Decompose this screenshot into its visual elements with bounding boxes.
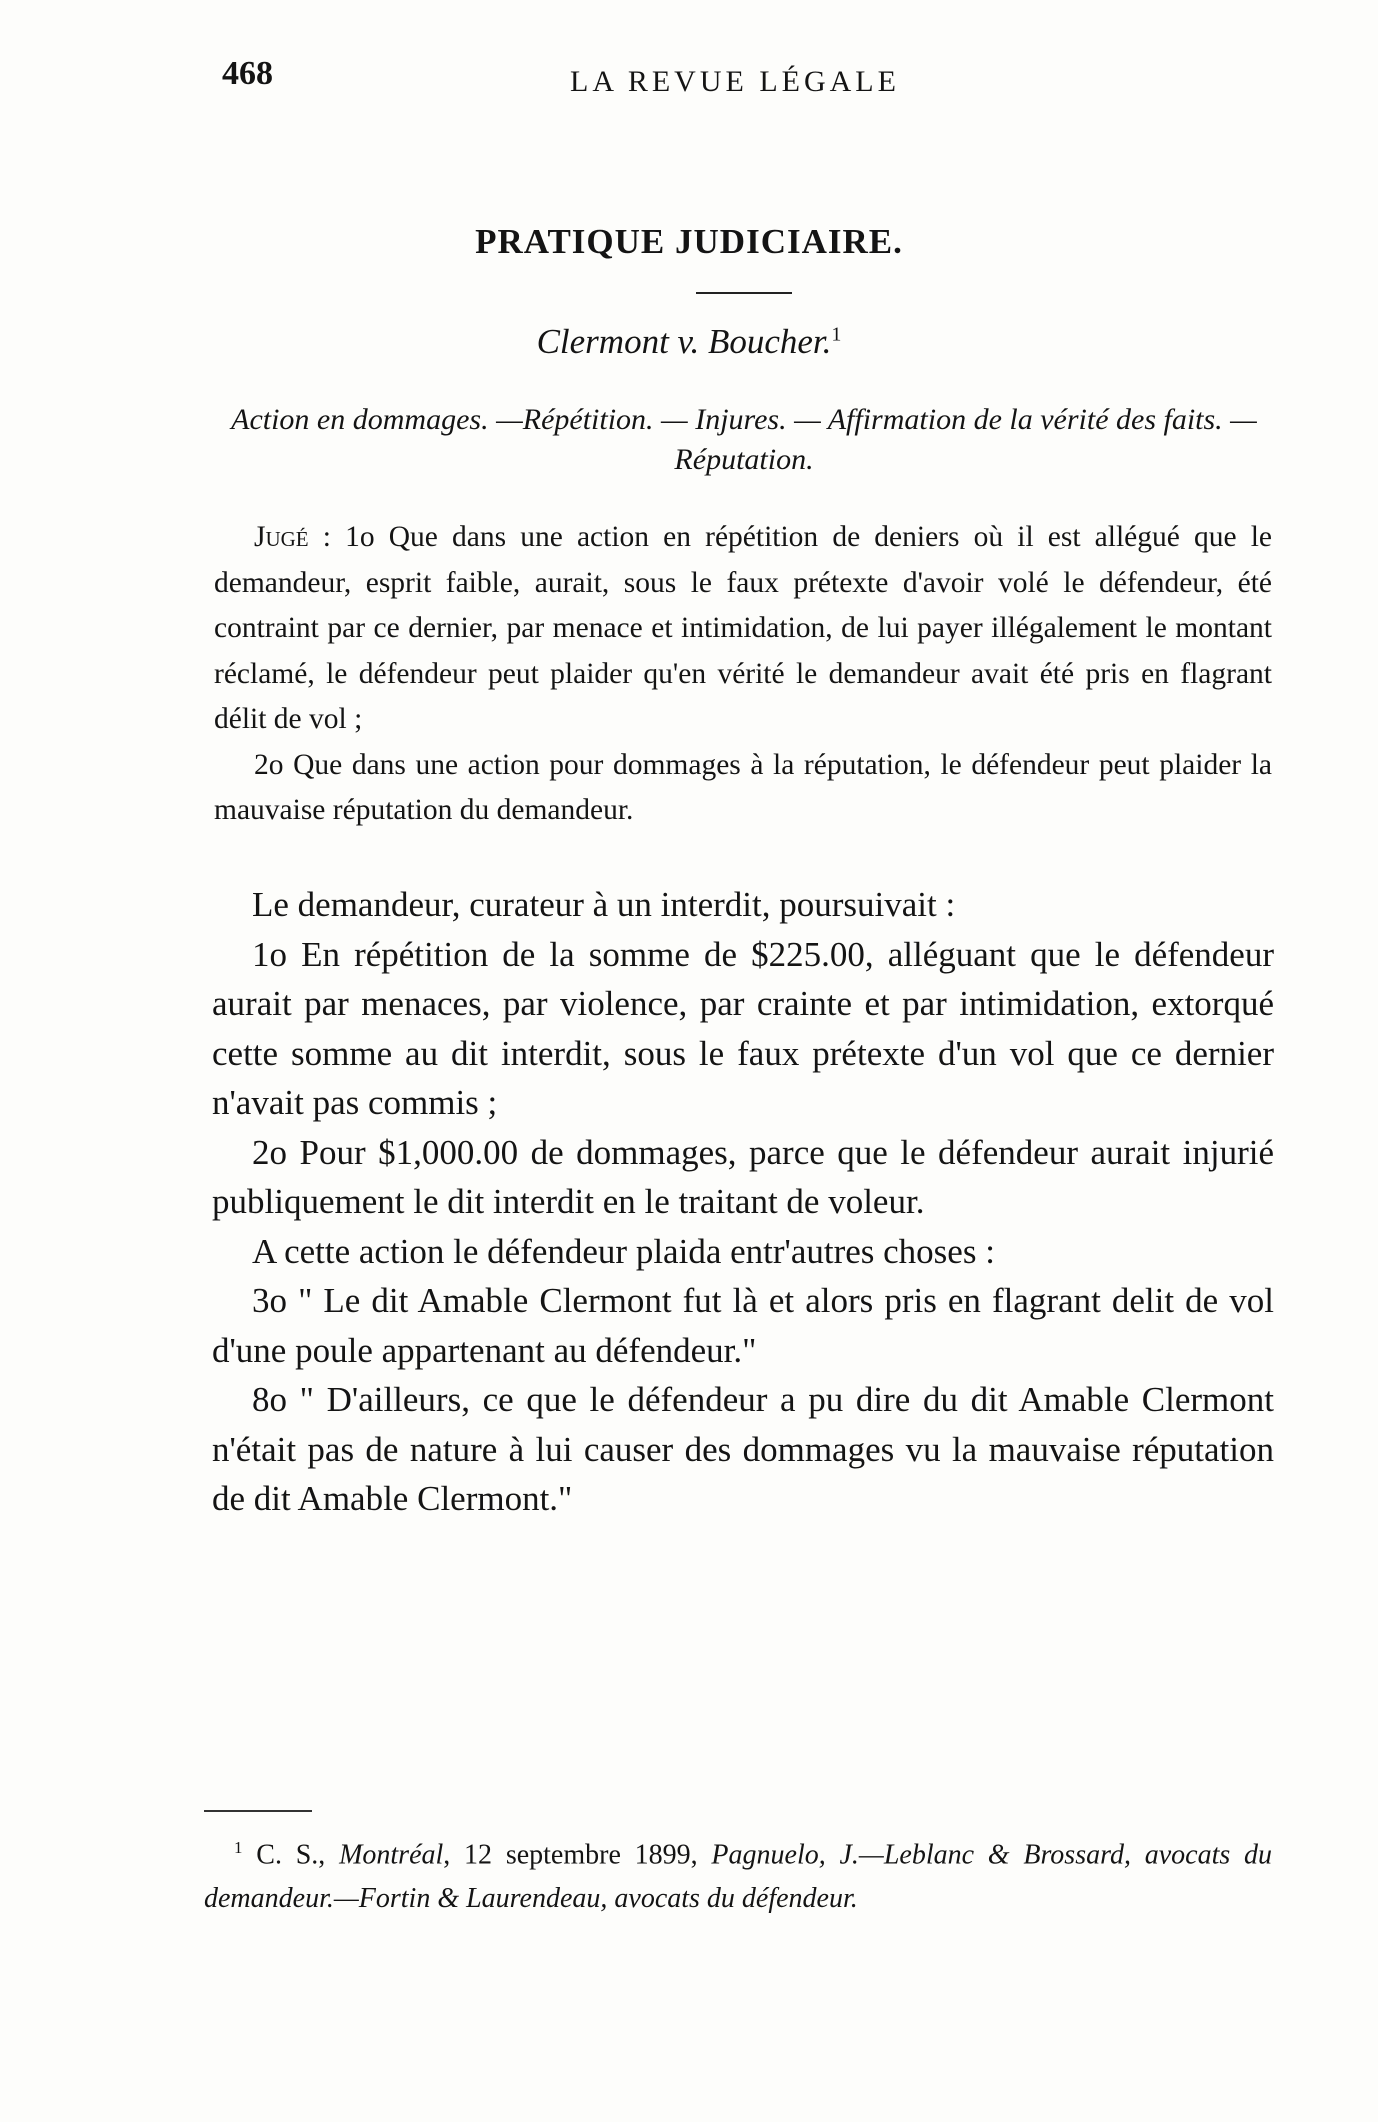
page-number: 468 — [222, 55, 273, 92]
footnote-place: Montréal — [339, 1839, 444, 1871]
headnote-paragraph-1 — [214, 515, 1272, 743]
footnote-date: , 12 septembre 1899, — [443, 1839, 712, 1871]
keywords: Action en dommages. —Répétition. — Injures. — Affirmation de la vérité des faits. — Réputation. — [231, 403, 1257, 476]
case-footnote-marker: 1 — [831, 323, 842, 346]
body-paragraph: 3o " Le dit Amable Clermont fut là et alors pris en flagrant delit de vol d'une poule appartenant au défendeur." — [212, 1281, 1274, 1370]
body-paragraph: 1o En répétition de la somme de $225.00, alléguant que le défendeur aurait par menaces, par violence, par crainte et par intimidation, extorqué cette somme au dit interdit, sous le faux prétexte d'un vol que ce dernier n'avait pas commis ; — [212, 934, 1274, 1122]
footnote-judge-and-counsel: Pagnuelo, J.—Leblanc & Brossard, avocats du demandeur.—Fortin & Laurendeau, avocats du défendeur. — [204, 1839, 1273, 1915]
headnote-paragraph-1-text: : 1o Que dans une action en répétition de deniers où il est allégué que le demandeur, esprit faible, aurait, sous le faux prétexte d'avoir volé le défendeur, été contraint par ce dernier, par menace et intimidation, de lui payer illégalement le montant réclamé, le défendeur peut plaider qu'en vérité le demandeur avait été pris en flagrant délit de vol ; — [214, 521, 1272, 735]
body-paragraph: 8o " D'ailleurs, ce que le défendeur a pu dire du dit Amable Clermont n'était pas de nature à lui causer des dommages vu la mauvaise réputation de dit Amable Clermont." — [212, 1380, 1274, 1518]
footnote-rule — [204, 1810, 312, 1812]
footnote-court: C. S., — [242, 1839, 340, 1871]
body-paragraph: 2o Pour $1,000.00 de dommages, parce que le défendeur aurait injurié publiquement le dit interdit en le traitant de voleur. — [212, 1132, 1274, 1221]
body-text — [212, 880, 1274, 1524]
juge-label: Jugé — [254, 521, 309, 553]
headnote-paragraph-2: 2o Que dans une action pour dommages à la réputation, le défendeur peut plaider la mauvaise réputation du demandeur. — [214, 748, 1272, 826]
section-title: PRATIQUE JUDICIAIRE. — [475, 222, 903, 261]
footnote — [204, 1826, 1272, 1921]
running-head — [0, 55, 1378, 105]
body-paragraph: Le demandeur, curateur à un interdit, poursuivait : — [252, 885, 956, 924]
footnote-marker: 1 — [234, 1838, 243, 1857]
case-title: Clermont v. Boucher. — [536, 322, 832, 361]
footnote-paragraph — [204, 1826, 1272, 1921]
title-rule — [696, 292, 792, 294]
journal-title: LA REVUE LÉGALE — [570, 65, 900, 98]
case-name — [0, 322, 1378, 362]
headnote — [214, 515, 1272, 834]
body-paragraph: A cette action le défendeur plaida entr'autres choses : — [252, 1231, 995, 1271]
